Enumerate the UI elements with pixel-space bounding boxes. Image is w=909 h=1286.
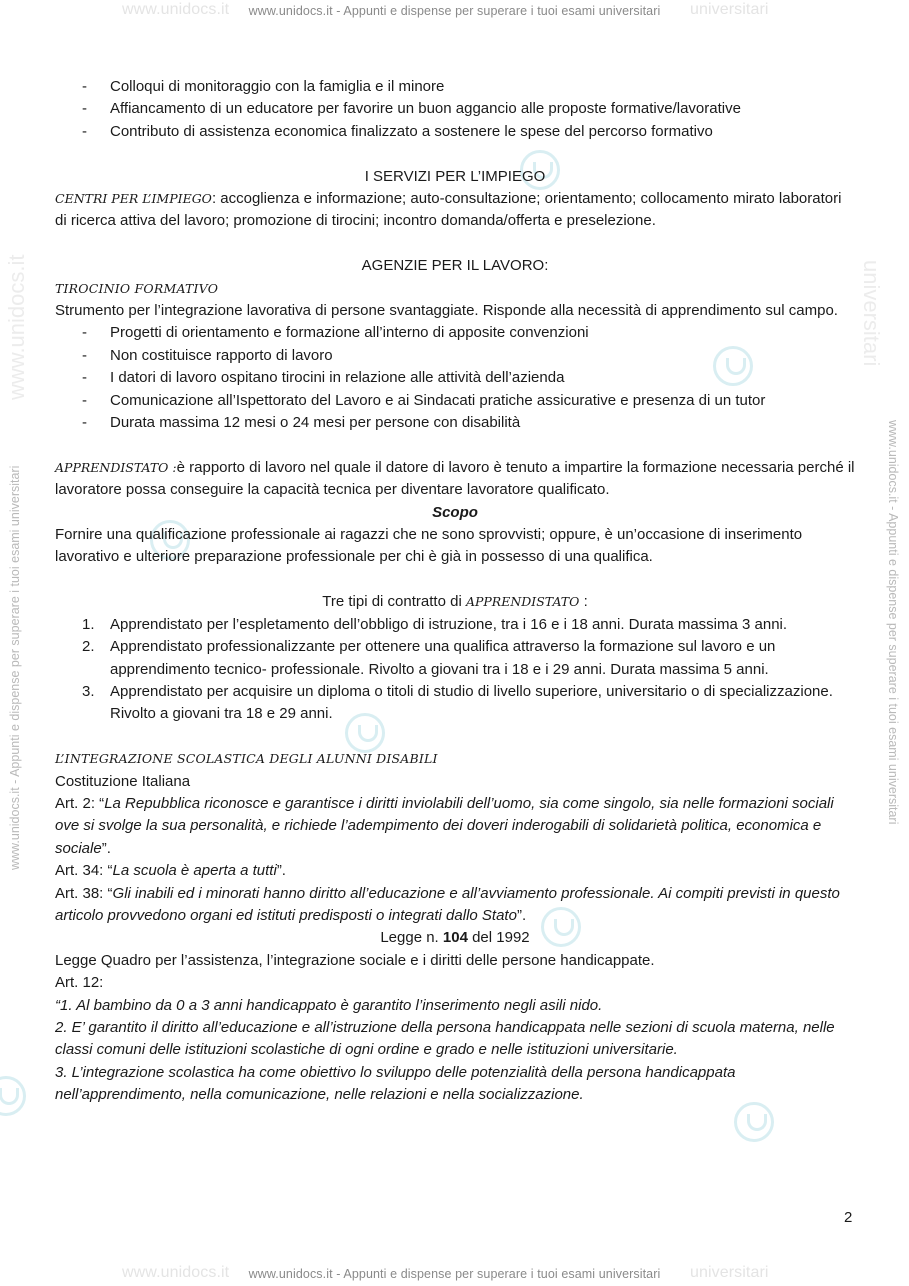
legge-heading (55, 927, 855, 949)
apprendistato-text: è rapporto di lavoro nel quale il datore di lavoro è tenuto a impartire la formazione necessaria perché il lavoratore possa conseguire la capacità tecnica per diventare lavoratore qualificato. (55, 458, 855, 499)
art2-suffix: ”. (101, 839, 111, 857)
tirocinio-list (55, 322, 855, 434)
costituzione-title: Costituzione Italiana (55, 772, 191, 790)
art12-paragraph-2: 2. E’ garantito il diritto all’educazione e all’istruzione della persona handicappata nelle sezioni di scuola materna, nelle classi comuni delle istituzioni scolastiche di ogni ordine e grado e nelle istituzioni universitarie. (55, 1018, 835, 1059)
art12-paragraph-3: 3. L’integrazione scolastica ha come obiettivo lo sviluppo delle potenzialità della persona handicappata nell’apprendimento, nella comunicazione, nelle relazioni e nella socializzazione. (55, 1063, 736, 1104)
art12-paragraph-1: “1. Al bambino da 0 a 3 anni handicappato è garantito l’inserimento negli asili nido. (55, 996, 603, 1014)
centri-paragraph (55, 188, 855, 233)
legge-prefix: Legge n. (380, 929, 439, 947)
header-watermark (0, 1, 909, 18)
left-side-ghost: www.unidocs.it (4, 254, 29, 400)
list-item: - Colloqui di monitoraggio con la famiglia e il minore (55, 76, 855, 98)
art34-quote: La scuola è aperta a tutti (112, 862, 277, 880)
item-text: Apprendistato per acquisire un diploma o titoli di studio di livello superiore, universitario o di specializzazione. Rivolto a giovani tra 18 e 29 anni. (110, 682, 833, 723)
tipi-list (55, 614, 855, 726)
art2-quote: La Repubblica riconosce e garantisce i diritti inviolabili dell’uomo, sia come singolo, sia nelle formazioni sociali ove si svolge la sua personalità, e richiede l’adempimento dei doveri inderogabili di solidarietà politica, economica e sociale (55, 794, 834, 857)
item-number: 2. (82, 638, 95, 656)
left-side-watermark-text: www.unidocs.it - Appunti e dispense per superare i tuoi esami universitari (8, 465, 22, 870)
art38-suffix: ”. (516, 906, 527, 924)
footer-watermark (0, 1264, 909, 1281)
art38-prefix: Art. 38: “ (55, 884, 113, 902)
document-content (55, 76, 855, 1107)
scopo-heading: Scopo (432, 503, 478, 521)
list-item (55, 636, 855, 681)
header-banner-text: www.unidocs.it - Appunti e dispense per superare i tuoi esami universitari (248, 4, 661, 18)
integrazione-heading: L’INTEGRAZIONE SCOLASTICA DEGLI ALUNNI DISABILI (55, 751, 438, 767)
legge-description: Legge Quadro per l’assistenza, l’integrazione sociale e i diritti delle persone handicappate. (55, 951, 655, 969)
legge-number: 104 (442, 929, 468, 947)
art38-paragraph (55, 883, 855, 928)
item-text: Apprendistato professionalizzante per ottenere una qualifica attraverso la formazione sul lavoro e un apprendimento tecnico- professionale. Rivolto a giovani tra i 18 e i 29 anni. Durata massima 5 anni. (110, 638, 776, 678)
list-item (55, 681, 855, 726)
right-side-watermark-text: www.unidocs.it - Appunti e dispense per superare i tuoi esami universitari (886, 420, 900, 825)
tipi-heading (55, 591, 855, 613)
watermark-logo-icon (734, 1102, 774, 1142)
art34-paragraph (55, 860, 855, 882)
art2-paragraph (55, 793, 855, 860)
tirocinio-label: TIROCINIO FORMATIVO (55, 280, 219, 296)
watermark-logo-icon (0, 1076, 26, 1116)
header-ghost-left: www.unidocs.it (122, 1, 230, 18)
centri-label: CENTRI PER L’IMPIEGO (55, 191, 212, 207)
tipi-label: APPRENDISTATO (465, 594, 580, 610)
apprendistato-label: APPRENDISTATO : (55, 459, 177, 475)
art12-title: Art. 12: (55, 974, 104, 992)
list-item: - Contributo di assistenza economica finalizzato a sostenere le spese del percorso formativo (55, 121, 855, 143)
art34-prefix: Art. 34: “ (55, 862, 113, 880)
item-text: Apprendistato per l’espletamento dell’obbligo di istruzione, tra i 16 e i 18 anni. Durata massima 3 anni. (110, 615, 788, 633)
agenzie-heading: AGENZIE PER IL LAVORO: (361, 257, 549, 275)
list-item (55, 614, 855, 636)
right-side-ghost: universitari (859, 260, 884, 367)
page-number: 2 (844, 1209, 853, 1226)
scopo-text: Fornire una qualificazione professionale ai ragazzi che ne sono sprovvisti; oppure, è un’occasione di inserimento lavorativo e ulteriore preparazione professionale per chi è già in possesso di una qualifica. (55, 526, 803, 566)
art38-quote: Gli inabili ed i minorati hanno diritto all’educazione e all’avviamento professionale. Ai compiti previsti in questo articolo provvedono organi ed istituti predisposti o integrati dallo Stato (55, 884, 840, 924)
legge-suffix: del 1992 (472, 929, 530, 947)
list-item: - I datori di lavoro ospitano tirocini in relazione alle attività dell’azienda (55, 367, 855, 389)
art34-suffix: ”. (276, 862, 286, 880)
art2-prefix: Art. 2: “ (55, 794, 105, 812)
tirocinio-text: Strumento per l’integrazione lavorativa di persone svantaggiate. Risponde alla necessità di apprendimento sul campo. (55, 302, 838, 320)
tipi-suffix: : (583, 593, 588, 611)
tipi-prefix: Tre tipi di contratto di (322, 593, 462, 611)
header-ghost-right: universitari (690, 1, 769, 18)
item-number: 1. (82, 615, 95, 633)
footer-ghost-right: universitari (690, 1264, 769, 1281)
list-item: - Progetti di orientamento e formazione all’interno di apposite convenzioni (55, 322, 855, 344)
item-number: 3. (82, 682, 95, 700)
servizi-heading: I SERVIZI PER L’IMPIEGO (364, 167, 546, 185)
list-item: - Comunicazione all’Ispettorato del Lavoro e ai Sindacati pratiche assicurative e presenza di un tutor (55, 390, 855, 412)
footer-banner-text: www.unidocs.it - Appunti e dispense per superare i tuoi esami universitari (248, 1267, 661, 1281)
footer-ghost-left: www.unidocs.it (122, 1264, 230, 1281)
centri-text: : accoglienza e informazione; auto-consultazione; orientamento; collocamento mirato laboratori di ricerca attiva del lavoro; promozione di tirocini; incontro domanda/offerta e preselezione. (55, 190, 842, 230)
apprendistato-paragraph (55, 457, 855, 502)
list-item: - Affiancamento di un educatore per favorire un buon aggancio alle proposte formative/lavorative (55, 98, 855, 120)
intro-list (55, 76, 855, 143)
list-item: - Non costituisce rapporto di lavoro (55, 345, 855, 367)
list-item: - Durata massima 12 mesi o 24 mesi per persone con disabilità (55, 412, 855, 434)
